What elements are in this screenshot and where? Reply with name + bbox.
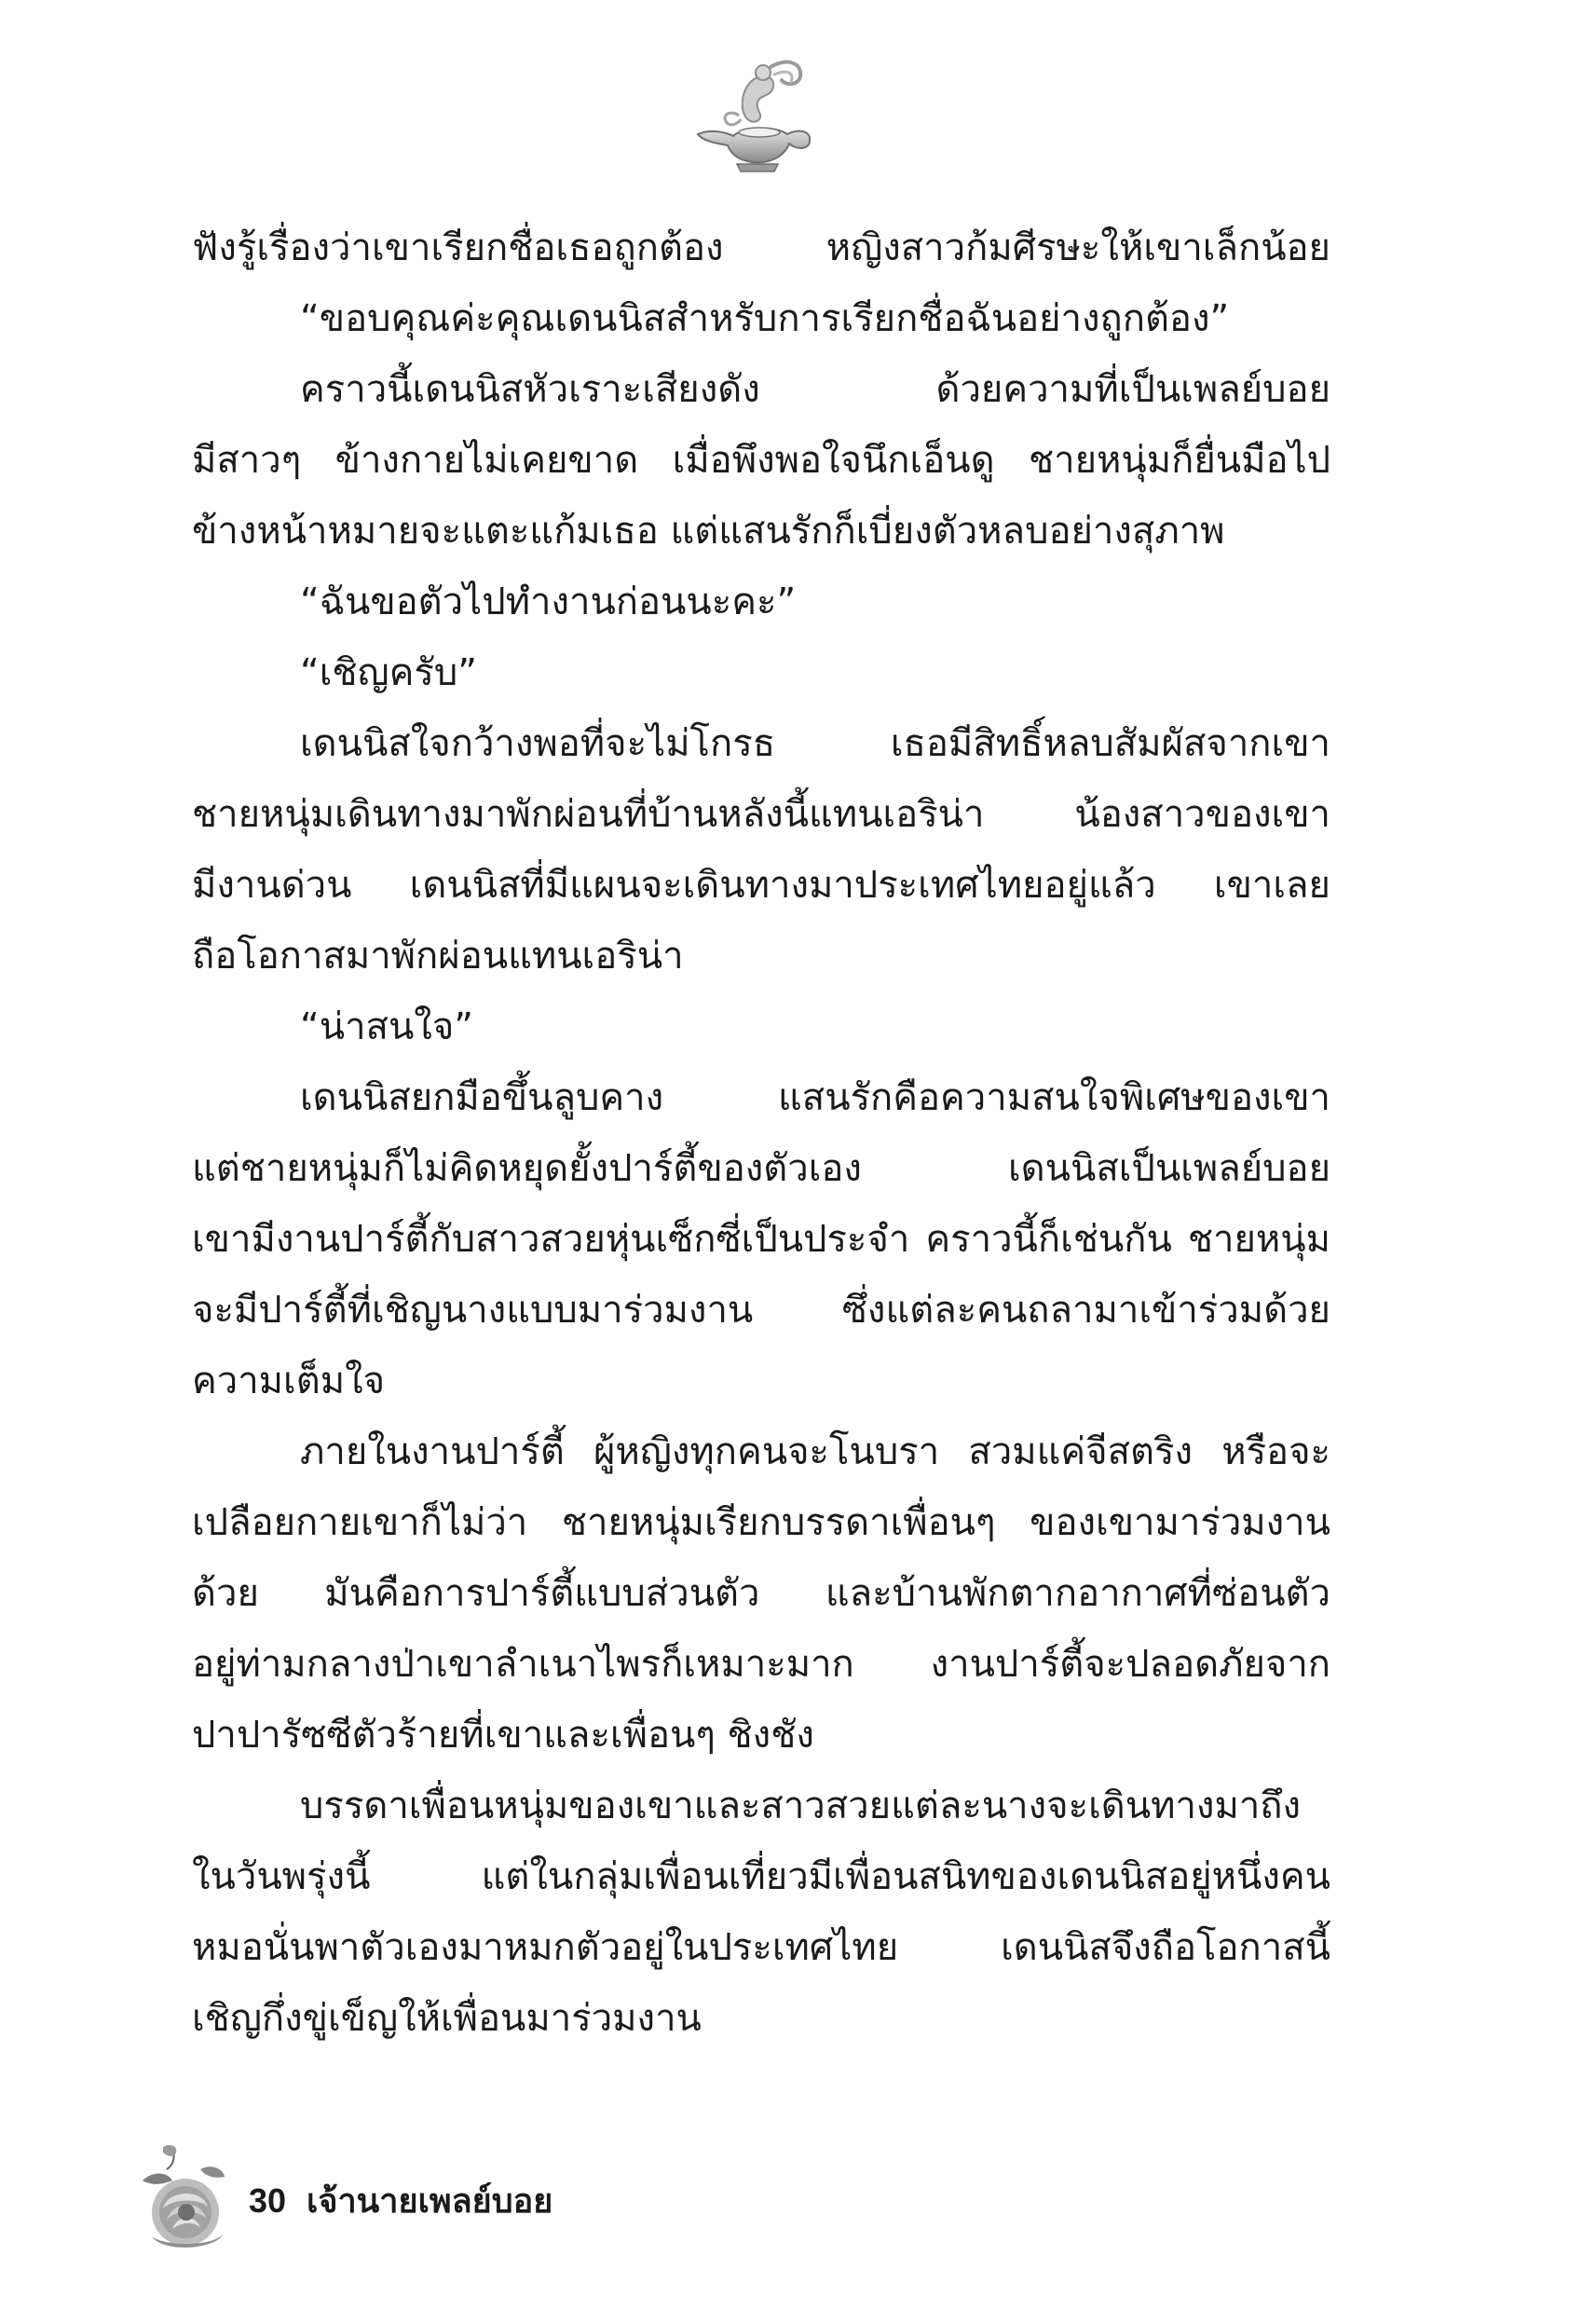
body-text [192,212,1330,2054]
paragraph-start-line: เดนนิสใจกว้างพอที่จะไม่โกรธ เธอมีสิทธิ์หลบสัมผัสจากเขา [300,722,1330,765]
paragraph-start-line: คราวนี้เดนนิสหัวเราะเสียงดัง ด้วยความที่เป็นเพลย์บอย [300,368,1330,411]
paragraph-start-line: เดนนิสยกมือขึ้นลูบคาง แสนรักคือความสนใจพิเศษของเขา [300,1076,1330,1119]
text-line: เปลือยกายเขาก็ไม่ว่า ชายหนุ่มเรียกบรรดาเพื่อนๆ ของเขามาร่วมงาน [192,1501,1330,1544]
text-line: มีสาวๆ ข้างกายไม่เคยขาด เมื่อพึงพอใจนึกเอ็นดู ชายหนุ่มก็ยื่นมือไป [192,439,1330,482]
text-line: ฟังรู้เรื่องว่าเขาเรียกชื่อเธอถูกต้อง หญิงสาวก้มศีรษะให้เขาเล็กน้อย [192,226,1330,269]
paragraph-end-line: ความเต็มใจ [192,1360,386,1402]
text-line: มีงานด่วน เดนนิสที่มีแผนจะเดินทางมาประเทศไทยอยู่แล้ว เขาเลย [192,864,1330,907]
paragraph-end-line: ถือโอกาสมาพักผ่อนแทนเอริน่า [192,935,684,978]
paragraph-end-line: เชิญกึ่งขู่เข็ญให้เพื่อนมาร่วมงาน [192,1997,702,2040]
text-line: ด้วย มันคือการปาร์ตี้แบบส่วนตัว และบ้านพักตากอากาศที่ซ่อนตัว [192,1572,1330,1615]
paragraph-start-line: บรรดาเพื่อนหนุ่มของเขาและสาวสวยแต่ละนางจะเดินทางมาถึง [300,1785,1302,1827]
paragraph-end-line: ข้างหน้าหมายจะแตะแก้มเธอ แต่แสนรักก็เบี่ยงตัวหลบอย่างสุภาพ [192,510,1225,553]
text-line: จะมีปาร์ตี้ที่เชิญนางแบบมาร่วมงาน ซึ่งแต่ละคนถลามาเข้าร่วมด้วย [192,1289,1330,1332]
page-number: 30 [249,2181,287,2220]
text-line: ชายหนุ่มเดินทางมาพักผ่อนที่บ้านหลังนี้แทนเอริน่า น้องสาวของเขา [192,793,1330,836]
dialogue-line: “เชิญครับ” [300,651,477,694]
genie-lamp-ornament-icon [685,54,825,175]
dialogue-line: “ขอบคุณค่ะคุณเดนนิสสำหรับการเรียกชื่อฉันอย่างถูกต้อง” [300,297,1230,340]
rose-ornament-icon [135,2143,238,2253]
text-line: แต่ชายหนุ่มก็ไม่คิดหยุดยั้งปาร์ตี้ของตัวเอง เดนนิสเป็นเพลย์บอย [192,1147,1330,1190]
text-line: เขามีงานปาร์ตี้กับสาวสวยหุ่นเซ็กซี่เป็นประจำ คราวนี้ก็เช่นกัน ชายหนุ่ม [192,1218,1330,1261]
folio [249,2181,552,2222]
paragraph-end-line: ปาปารัซซีตัวร้ายที่เขาและเพื่อนๆ ชิงชัง [192,1714,814,1757]
text-line: อยู่ท่ามกลางป่าเขาลำเนาไพรก็เหมาะมาก งานปาร์ตี้จะปลอดภัยจาก [192,1643,1330,1686]
dialogue-line: “น่าสนใจ” [300,1005,473,1048]
dialogue-line: “ฉันขอตัวไปทำงานก่อนนะคะ” [300,581,797,623]
book-title: เจ้านายเพลย์บอย [307,2181,553,2220]
text-line: ในวันพรุ่งนี้ แต่ในกลุ่มเพื่อนเที่ยวมีเพื่อนสนิทของเดนนิสอยู่หนึ่งคน [192,1855,1330,1898]
page-footer [135,2143,787,2255]
paragraph-start-line: ภายในงานปาร์ตี้ ผู้หญิงทุกคนจะโนบรา สวมแค่จีสตริง หรือจะ [300,1430,1330,1473]
text-line: หมอนั่นพาตัวเองมาหมกตัวอยู่ในประเทศไทย เดนนิสจึงถือโอกาสนี้ [192,1926,1330,1969]
